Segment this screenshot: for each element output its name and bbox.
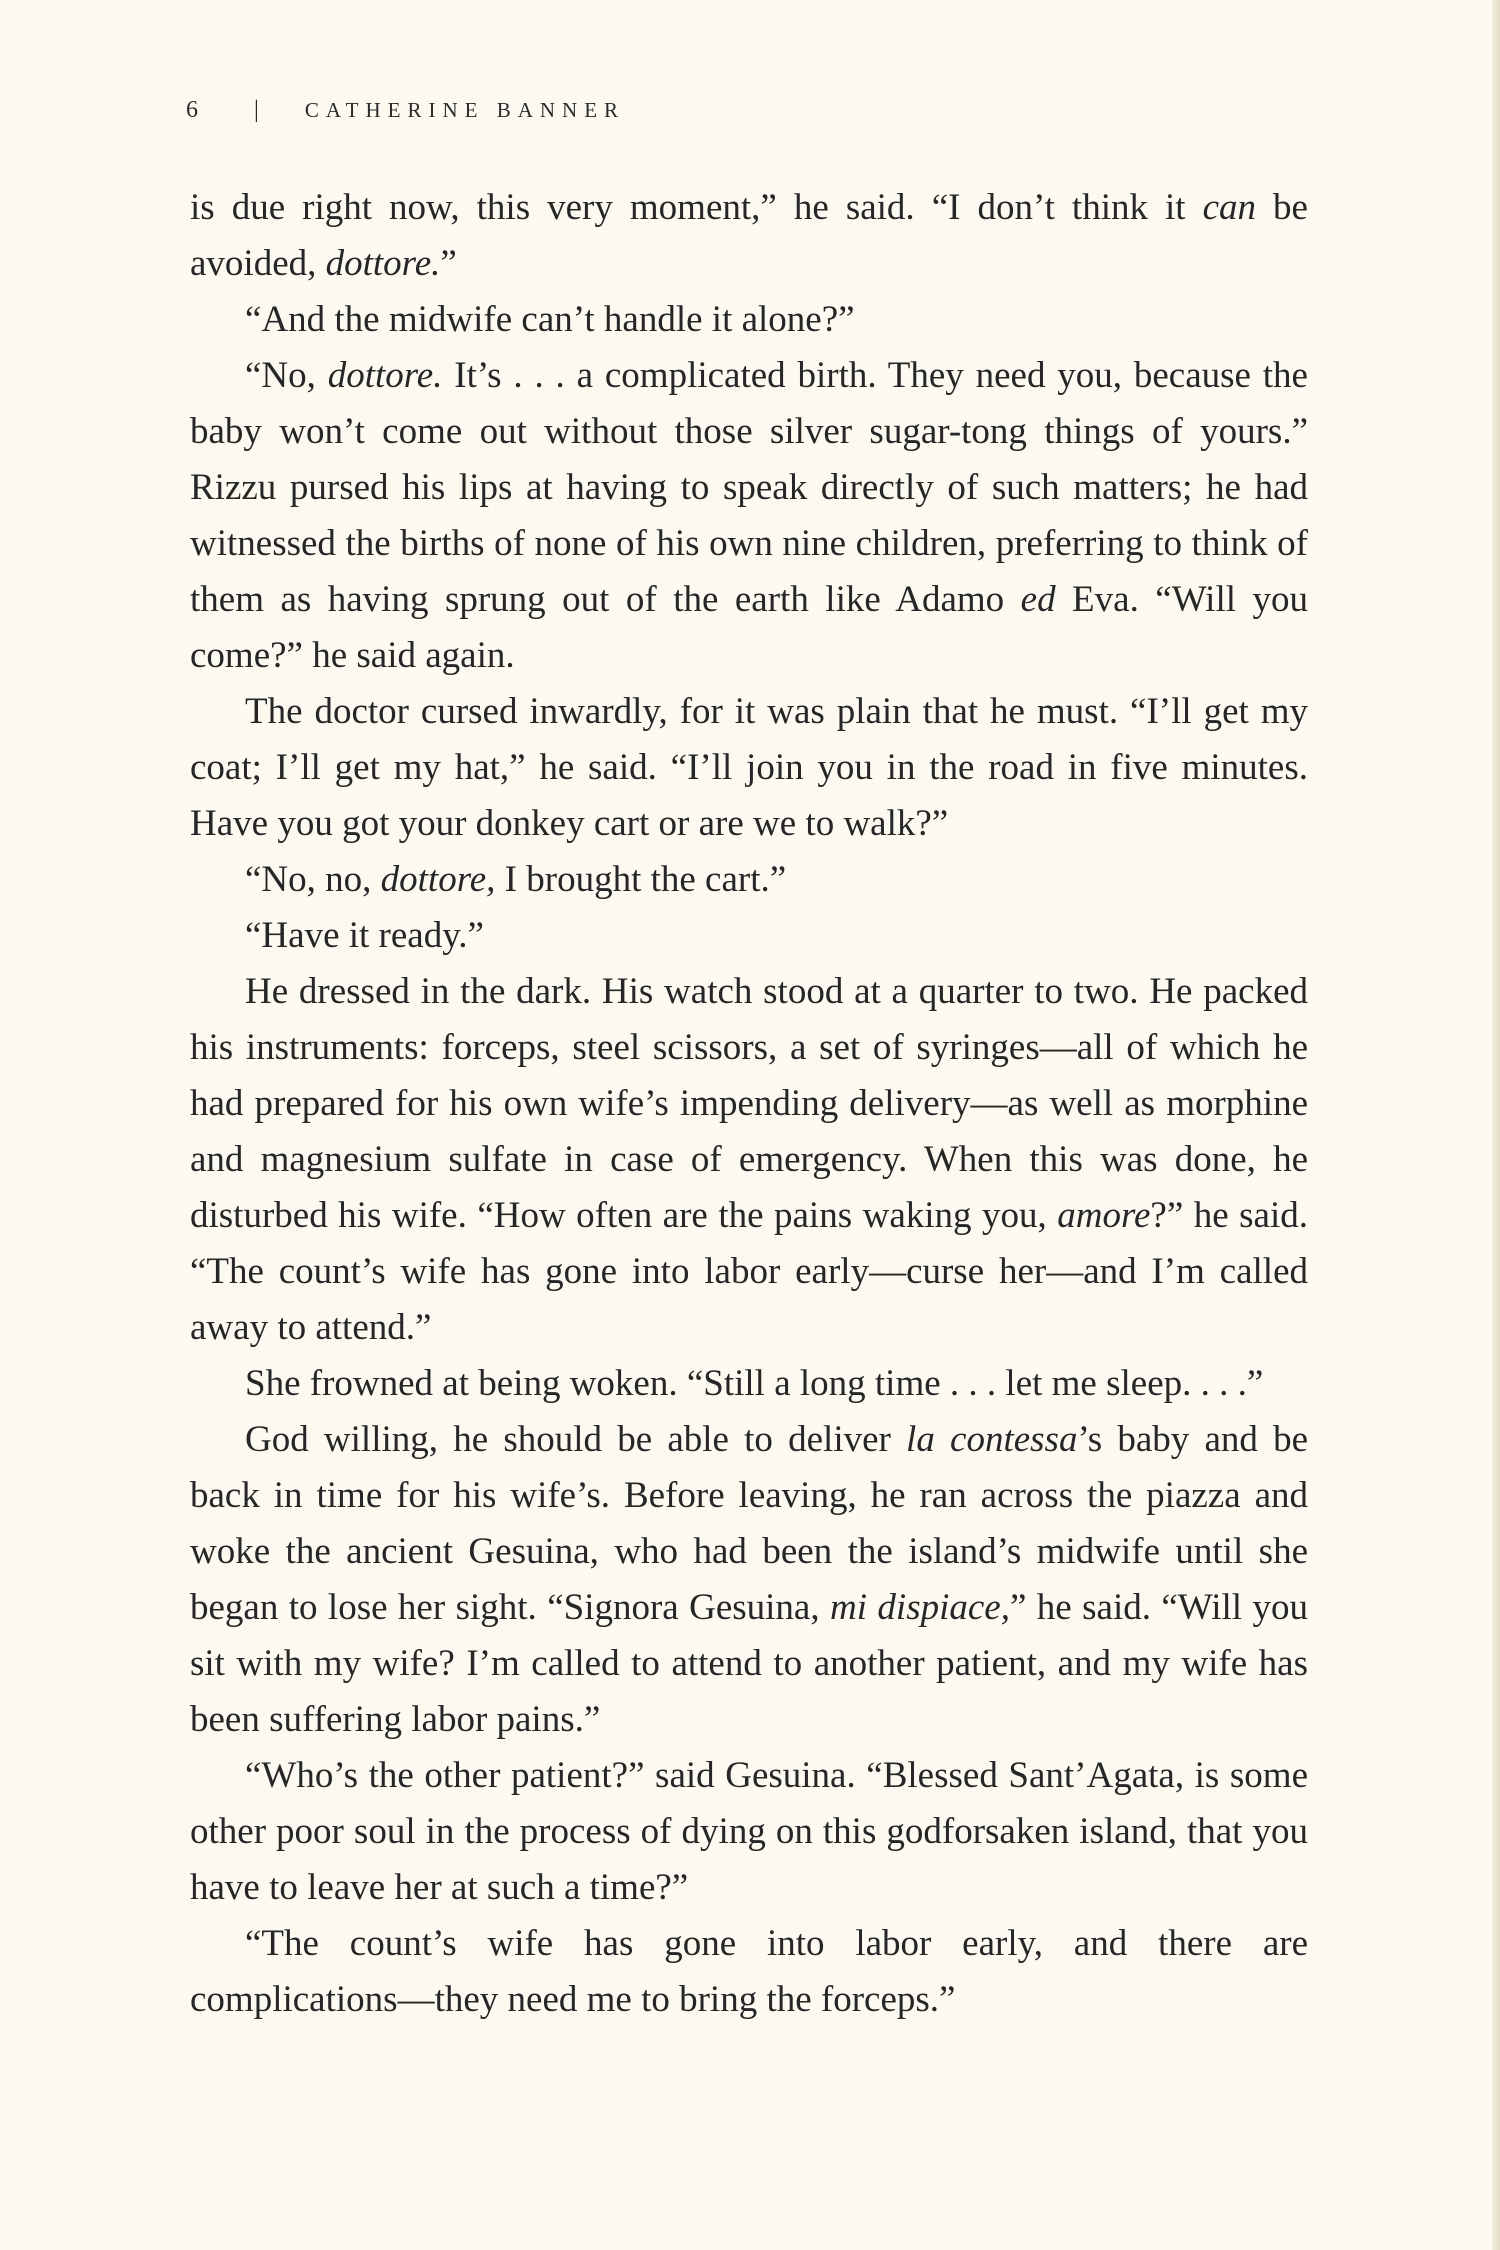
text-run: I brought the cart.”	[495, 859, 787, 900]
paragraph	[190, 1412, 1308, 1748]
text-run: ’s baby and be back in time for his wife’s. Before leaving, he ran across the piazza and woke the ancient Gesuina, who had been the island’s midwife until she began to lose her sight. “Signora Gesuina,	[190, 1419, 1308, 1628]
italic-text: dottore.	[325, 243, 441, 284]
italic-text: amore	[1057, 1195, 1151, 1236]
text-run: “And the midwife can’t handle it alone?”	[245, 299, 855, 340]
paragraph	[190, 180, 1308, 292]
text-run: “No,	[245, 355, 328, 396]
text-run: He dressed in the dark. His watch stood at a quarter to two. He packed his instruments: forceps, steel scissors, a set of syringes—all of which he had prepared for his own wife’s impending delivery—as well as morphine and magnesium sulfate in case of emergency. When this was done, he disturbed his wife. “How often are the pains waking you,	[190, 971, 1308, 1236]
running-head	[186, 97, 625, 124]
author-name: CATHERINE BANNER	[304, 98, 626, 122]
paragraph	[190, 964, 1308, 1356]
italic-text: dottore,	[380, 859, 496, 900]
paragraph	[190, 684, 1308, 852]
paragraph	[190, 908, 1308, 964]
text-run: It’s . . . a complicated birth. They need you, because the baby won’t come out without those silver sugar-tong things of yours.” Rizzu pursed his lips at having to speak directly of such matters; he had witnessed the births of none of his own nine children, preferring to think of them as having sprung out of the earth like Adamo	[190, 355, 1308, 620]
text-run: ” he said. “Will you sit with my wife? I’m called to attend to another patient, and my wife has been suffering labor pains.”	[190, 1587, 1308, 1740]
text-run: “No, no,	[245, 859, 381, 900]
italic-text: mi dispiace,	[830, 1587, 1010, 1628]
paragraph	[190, 1356, 1308, 1412]
paragraph	[190, 1916, 1308, 2028]
header-separator: |	[254, 97, 259, 123]
paragraph	[190, 1748, 1308, 1916]
body-text	[190, 180, 1308, 2028]
text-run: God willing, he should be able to deliver	[245, 1419, 907, 1460]
text-run: be avoided,	[190, 187, 1308, 284]
text-run: ?” he said. “The count’s wife has gone into labor early—curse her—and I’m called away to attend.”	[190, 1195, 1308, 1348]
paragraph	[190, 348, 1308, 684]
paragraph	[190, 292, 1308, 348]
italic-text: ed	[1020, 579, 1056, 620]
text-run: “The count’s wife has gone into labor early, and there are complications—they need me to bring the forceps.”	[190, 1923, 1308, 2020]
text-run: She frowned at being woken. “Still a long time . . . let me sleep. . . .”	[245, 1363, 1264, 1404]
text-run: “Have it ready.”	[245, 915, 484, 956]
text-run: is due right now, this very moment,” he said. “I don’t think it	[190, 187, 1203, 228]
paragraph	[190, 852, 1308, 908]
text-run: The doctor cursed inwardly, for it was plain that he must. “I’ll get my coat; I’ll get my hat,” he said. “I’ll join you in the road in five minutes. Have you got your donkey cart or are we to walk?”	[190, 691, 1308, 844]
italic-text: la contessa	[906, 1419, 1078, 1460]
page-edge-shadow	[1492, 0, 1500, 2250]
text-run: “Who’s the other patient?” said Gesuina. “Blessed Sant’Agata, is some other poor soul in the process of dying on this godforsaken island, that you have to leave her at such a time?”	[190, 1755, 1308, 1908]
text-run: ”	[440, 243, 457, 284]
page-number: 6	[186, 97, 198, 123]
text-run: Eva. “Will you come?” he said again.	[190, 579, 1308, 676]
italic-text: dottore.	[327, 355, 443, 396]
italic-text: can	[1202, 187, 1257, 228]
